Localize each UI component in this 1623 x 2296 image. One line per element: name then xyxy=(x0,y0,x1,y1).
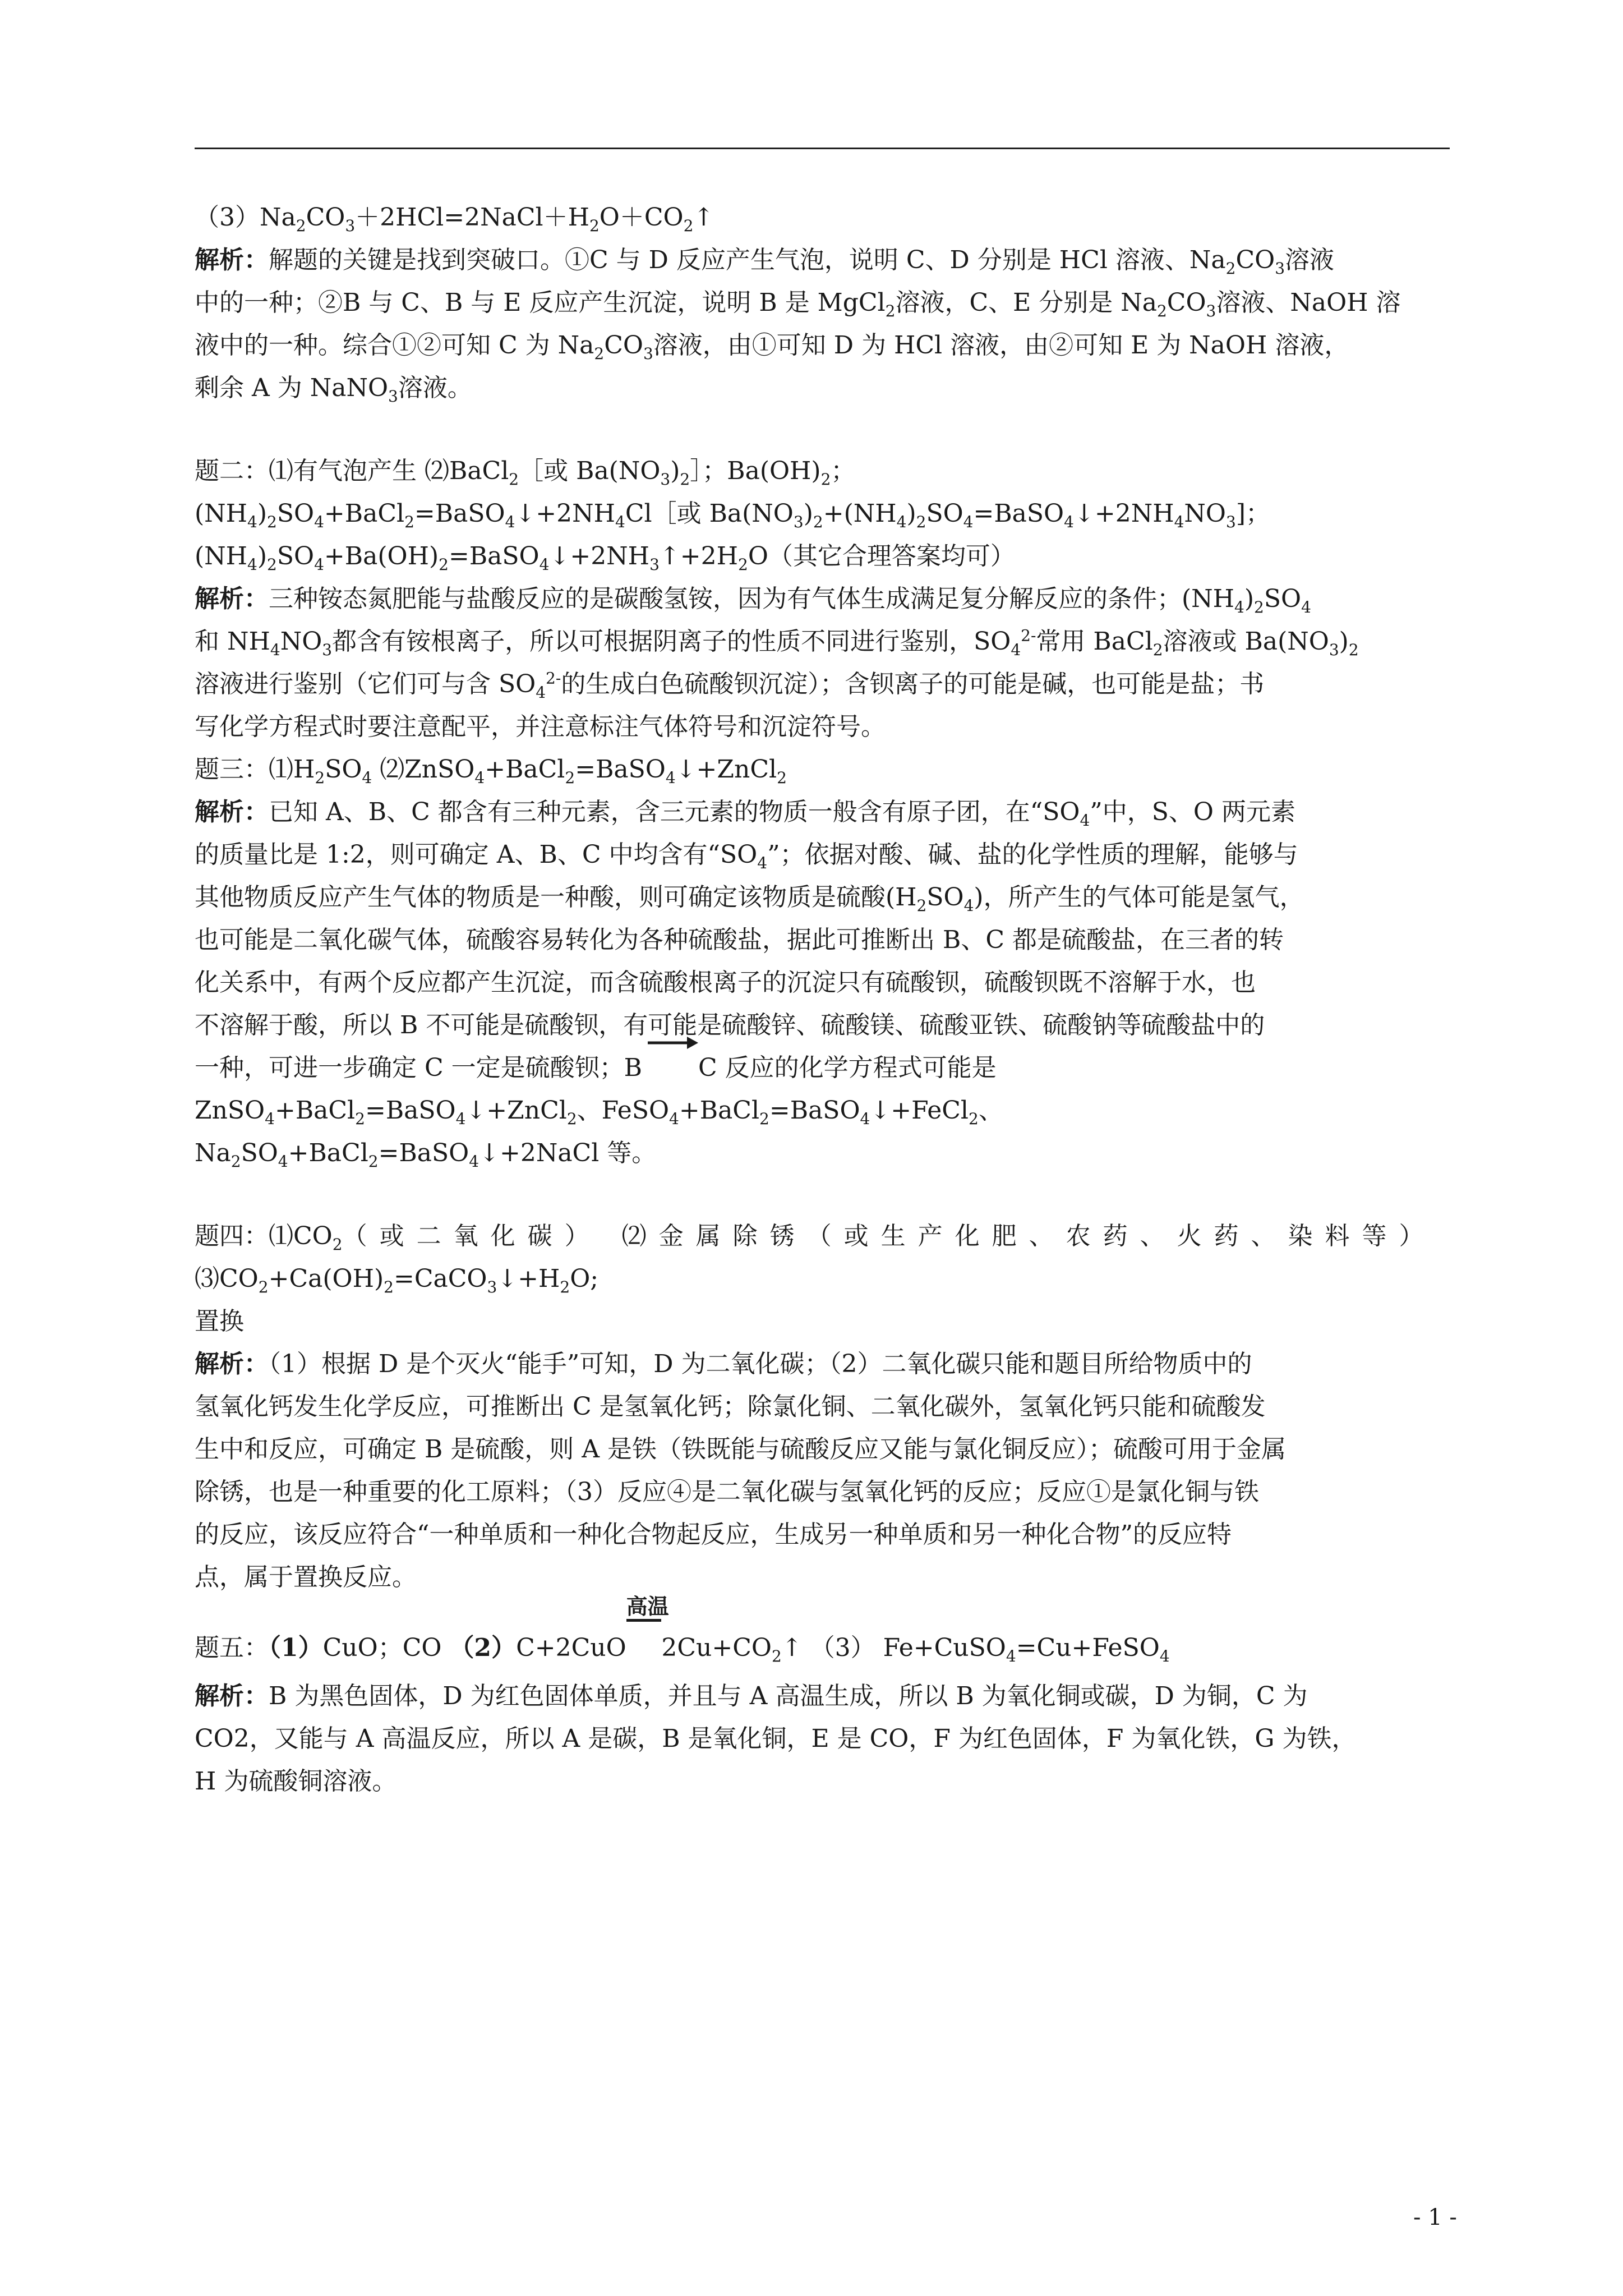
q3-analysis-line: 化关系中，有两个反应都产生沉淀，而含硫酸根离子的沉淀只有硫酸钡，硫酸钡既不溶解于水，也 xyxy=(195,968,1256,997)
q2-analysis-line: 溶液进行鉴别（它们可与含 $SO_4^{2-}$的生成白色硫酸钡沉淀）；含钡离子的可能是碱，也可能是盐；书 xyxy=(195,669,1265,702)
paragraph-gap xyxy=(195,1599,1451,1621)
q3-analysis-line: 解析：已知 A、B、C 都含有三种元素，含三元素的物质一般含有原子团，在“$SO_4$”中，S、O 两元素 xyxy=(195,798,1295,830)
q4-analysis-line: 氢氧化钙发生化学反应，可推断出 C 是氢氧化钙；除氯化铜、二氧化碳外，氢氧化钙只能和硫酸发 xyxy=(195,1392,1266,1421)
q5-analysis-line: 解析：B 为黑色固体，D 为红色固体单质，并且与 A 高温生成，所以 B 为氧化铜或碳，D 为铜，C 为 xyxy=(195,1682,1308,1710)
q3-analysis-line: 也可能是二氧化碳气体，硫酸容易转化为各种硫酸盐，据此可推断出 B、C 都是硫酸盐，在三者的转 xyxy=(195,926,1284,954)
answer-content xyxy=(195,196,1451,1803)
q3-analysis-line: 不溶解于酸，所以 B 不可能是硫酸钡，有可能是硫酸锌、硫酸镁、硫酸亚铁、硫酸钠等硫酸盐中的 xyxy=(195,1011,1265,1039)
q4-analysis-line: 点，属于置换反应。 xyxy=(195,1563,417,1591)
q2-equation-line: $(NH_4)_2SO_4+Ba(OH)_2=BaSO_4↓+2NH_3↑+2H_2O$（其它合理答案均可） xyxy=(195,542,1015,574)
q4-analysis-line: 除锈，也是一种重要的化工原料；（3）反应④是二氧化碳与氢氧化钙的反应；反应①是氯化铜与铁 xyxy=(195,1478,1259,1506)
analysis-label: 解析： xyxy=(195,585,269,613)
q3-equation-line: ZnSO$_4$+BaCl$_2$=BaSO$_4$↓+ZnCl$_2$、FeSO$_4$+BaCl$_2$=BaSO$_4$↓+FeCl$_2$、 xyxy=(195,1096,1003,1128)
q2-analysis-line: 和 $NH_4NO_3$都含有铵根离子，所以可根据阴离子的性质不同进行鉴别，$SO_4^{2-}$常用 BaCl$_2$溶液或 $Ba(NO_3)_2$ xyxy=(195,626,1359,659)
q1-analysis-line: 剩余 A 为 NaNO$_3$溶液。 xyxy=(195,374,472,406)
q1-part3-equation: $(3)Na_2CO_3+2HCl=2NaCl+H_2O+CO_2↑$ xyxy=(195,203,714,235)
reaction-arrow-icon xyxy=(642,1053,698,1076)
q1-analysis-line: 液中的一种。综合①②可知 C 为 $Na_2CO_3$溶液，由①可知 D 为 HCl 溶液，由②可知 E 为 NaOH 溶液， xyxy=(195,331,1349,363)
q5-answer-line: 题五：（1）CuO；CO （2）C+2CuO 高温 $2Cu+CO_2↑$ （3） Fe+CuSO$_4$=Cu+FeSO$_4$ xyxy=(195,1621,1451,1675)
q2-analysis-line: 解析：三种铵态氮肥能与盐酸反应的是碳酸氢铵，因为有气体生成满足复分解反应的条件；$(NH_4)_2SO_4$ xyxy=(195,585,1311,616)
condition-label: 高温 xyxy=(626,1594,669,1619)
q3-answer-line: 题三：$⑴H_2SO_4$ ⑵ZnSO$_4$+BaCl$_2$=BaSO$_4$↓+ZnCl$_2$ xyxy=(195,755,787,787)
q4-equation-line: $⑶CO_2+Ca(OH)_2=CaCO_3↓+H_2O$; xyxy=(195,1264,599,1296)
q1-analysis-line: 解析：解题的关键是找到突破口。①C 与 D 反应产生气泡，说明 C、D 分别是 HCl 溶液、$Na_2CO_3$溶液 xyxy=(195,246,1335,278)
paragraph-gap xyxy=(195,1175,1451,1215)
q4-reaction-type: 置换 xyxy=(195,1307,244,1336)
q3-analysis-line: 其他物质反应产生气体的物质是一种酸，则可确定该物质是硫酸$(H_2SO_4)$，所产生的气体可能是氢气， xyxy=(195,883,1304,915)
q3-equation-line: $Na_2SO_4+BaCl_2=BaSO_4↓+2NaCl$ 等。 xyxy=(195,1139,657,1171)
q2-analysis-line: 写化学方程式时要注意配平，并注意标注气体符号和沉淀符号。 xyxy=(195,712,886,741)
page-number: - 1 - xyxy=(1413,2205,1457,2230)
q1-analysis-line: 中的一种；②B 与 C、B 与 E 反应产生沉淀，说明 B 是 MgCl$_2$溶液，C、E 分别是 $Na_2CO_3$溶液、NaOH 溶 xyxy=(195,288,1401,320)
q2-equation-line: $(NH_4)_2SO_4+BaCl_2=BaSO_4↓+2NH_4Cl[$或 $Ba(NO_3)_2+(NH_4)_2SO_4=BaSO_4↓+2NH_4NO_3$]； xyxy=(195,499,1270,531)
analysis-label: 解析： xyxy=(195,1350,269,1378)
q4-analysis-line: 的反应，该反应符合“一种单质和一种化合物起反应，生成另一种单质和另一种化合物”的反应特 xyxy=(195,1520,1232,1549)
reaction-condition xyxy=(626,1594,669,1675)
q2-answer-line: 题二：⑴有气泡产生 ⑵BaCl$_2$［或 $Ba(NO_3)_2]$；$Ba(OH)_2$； xyxy=(195,457,856,489)
q3-analysis-line: 一种，可进一步确定 C 一定是硫酸钡；B C 反应的化学方程式可能是 xyxy=(195,1047,1451,1089)
q5-analysis-line: CO2，又能与 A 高温反应，所以 A 是碳，B 是氧化铜，E 是 CO，F 为红色固体，F 为氧化铁，G 为铁， xyxy=(195,1724,1357,1753)
q3-analysis-line: 的质量比是 1:2，则可确定 A、B、C 中均含有“$SO_4$”；依据对酸、碱、盐的化学性质的理解，能够与 xyxy=(195,840,1298,872)
paragraph-gap xyxy=(195,409,1451,450)
q4-answer-line: 题四：$⑴CO_2$（或二氧化碳） ⑵金属除锈（或生产化肥、农药、火药、染料等） xyxy=(195,1222,1436,1254)
analysis-label: 解析： xyxy=(195,1682,269,1710)
q4-analysis-line: 解析：（1）根据 D 是个灭火“能手”可知，D 为二氧化碳；（2）二氧化碳只能和题目所给物质中的 xyxy=(195,1350,1252,1378)
q5-analysis-line: H 为硫酸铜溶液。 xyxy=(195,1767,397,1796)
header-rule xyxy=(195,148,1450,149)
analysis-label: 解析： xyxy=(195,798,269,826)
analysis-label: 解析： xyxy=(195,246,269,274)
condition-bar xyxy=(626,1619,662,1622)
q4-analysis-line: 生中和反应，可确定 B 是硫酸，则 A 是铁（铁既能与硫酸反应又能与氯化铜反应）；硫酸可用于金属 xyxy=(195,1435,1287,1464)
